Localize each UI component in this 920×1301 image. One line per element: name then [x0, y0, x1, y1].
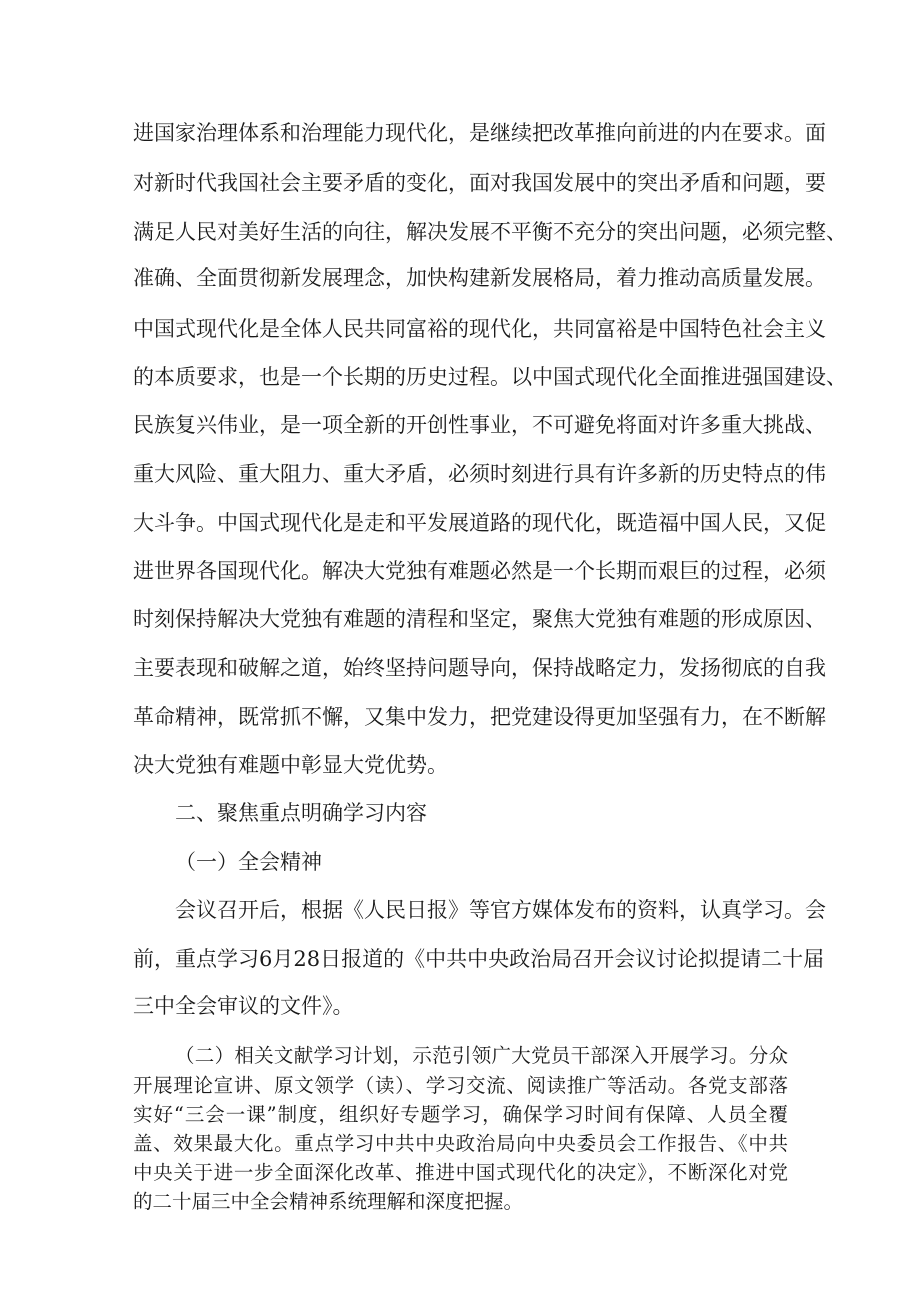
section-2-heading: 二、聚焦重点明确学习内容 [175, 801, 427, 825]
paragraph-1-line-3: 满足人民对美好生活的向往，解决发展不平衡不充分的突出问题，必须完整、 [133, 220, 847, 244]
paragraph-2-line-9: 革命精神，既常抓不懈，又集中发力，把党建设得更加坚强有力，在不断解 [133, 705, 826, 729]
paragraph-1-line-1: 进国家治理体系和治理能力现代化，是继续把改革推向前进的内在要求。面 [133, 121, 826, 145]
paragraph-4-line-3: 实好“三会一课”制度，组织好专题学习，确保学习时间有保障、人员全覆 [133, 1103, 788, 1126]
paragraph-2-line-5: 大斗争。中国式现代化是走和平发展道路的现代化，既造福中国人民，又促 [133, 511, 826, 535]
paragraph-3-line-2: 前，重点学习6月28日报道的《中共中央政治局召开会议讨论拟提请二十届 [133, 947, 825, 971]
paragraph-1-line-2: 对新时代我国社会主要矛盾的变化，面对我国发展中的突出矛盾和问题，要 [133, 171, 826, 195]
paragraph-4-line-5: 中央关于进一步全面深化改革、推进中国式现代化的决定》，不断深化对党 [133, 1161, 788, 1184]
paragraph-2-line-10: 决大党独有难题中彰显大党优势。 [133, 753, 448, 777]
paragraph-4-line-6: 的二十届三中全会精神系统理解和深度把握。 [133, 1190, 524, 1213]
paragraph-2-line-8: 主要表现和破解之道，始终坚持问题导向，保持战略定力，发扬彻底的自我 [133, 656, 826, 680]
paragraph-2-line-1: 中国式现代化是全体人民共同富裕的现代化，共同富裕是中国特色社会主义 [133, 317, 826, 341]
paragraph-4-line-2: 开展理论宣讲、原文领学（读）、学习交流、阅读推广等活动。各党支部落 [133, 1074, 788, 1097]
paragraph-1-line-4: 准确、全面贯彻新发展理念，加快构建新发展格局，着力推动高质量发展。 [133, 266, 826, 290]
paragraph-2-line-6: 进世界各国现代化。解决大党独有难题必然是一个长期而艰巨的过程，必须 [133, 559, 826, 583]
paragraph-4-line-1: （二）相关文献学习计划，示范引领广大党员干部深入开展学习。分众 [175, 1044, 788, 1067]
paragraph-3-line-3: 三中全会审议的文件》。 [133, 994, 354, 1018]
paragraph-4-line-4: 盖、效果最大化。重点学习中共中央政治局向中央委员会工作报告、《中共 [133, 1132, 788, 1155]
paragraph-2-line-4: 重大风险、重大阻力、重大矛盾，必须时刻进行具有许多新的历史特点的伟 [133, 462, 826, 486]
paragraph-2-line-7: 时刻保持解决大党独有难题的清程和坚定，聚焦大党独有难题的形成原因、 [133, 607, 826, 631]
paragraph-2-line-3: 民族复兴伟业，是一项全新的开创性事业，不可避免将面对许多重大挑战、 [133, 413, 826, 437]
paragraph-3-line-1: 会议召开后，根据《人民日报》等官方媒体发布的资料，认真学习。会 [175, 898, 826, 922]
subsection-1-heading: （一）全会精神 [175, 850, 322, 874]
paragraph-2-line-2: 的本质要求，也是一个长期的历史过程。以中国式现代化全面推进强国建设、 [133, 365, 847, 389]
